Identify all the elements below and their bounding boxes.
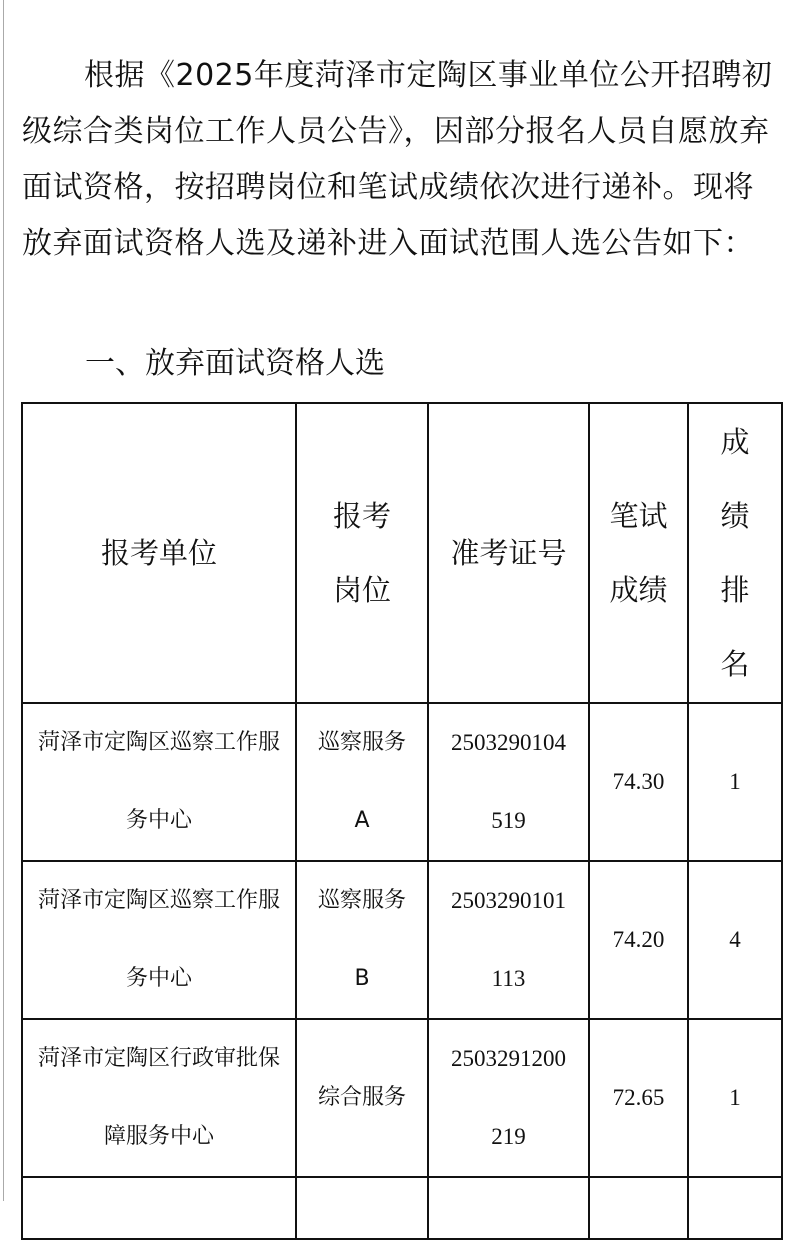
- cell-empty: [428, 1177, 589, 1239]
- cell-rank: 4: [688, 861, 782, 1019]
- cell-empty: [688, 1177, 782, 1239]
- cell-ticket: 2503290101113: [428, 861, 589, 1019]
- cell-empty: [296, 1177, 428, 1239]
- cell-position: 巡察服务B: [296, 861, 428, 1019]
- cell-empty: [589, 1177, 688, 1239]
- header-position: 报考岗位: [296, 403, 428, 703]
- cell-score: 72.65: [589, 1019, 688, 1177]
- header-score: 笔试成绩: [589, 403, 688, 703]
- cell-rank: 1: [688, 703, 782, 861]
- cell-rank: 1: [688, 1019, 782, 1177]
- cell-score: 74.30: [589, 703, 688, 861]
- section-heading: 一、放弃面试资格人选: [85, 346, 385, 381]
- header-ticket: 准考证号: [428, 403, 589, 703]
- intro-paragraph: 根据《2025年度菏泽市定陶区事业单位公开招聘初级综合类岗位工作人员公告》，因部分报名人员自愿放弃面试资格，按招聘岗位和笔试成绩依次进行递补。现将放弃面试资格人选及递补进入面试范围人选公告如下：: [22, 58, 773, 261]
- table-row-partial: [22, 1177, 782, 1239]
- table-row: [22, 861, 782, 1019]
- cell-unit: 菏泽市定陶区巡察工作服务中心: [22, 703, 296, 861]
- withdrawn-candidates-table: [21, 402, 783, 1240]
- table-row: [22, 703, 782, 861]
- header-rank: 成绩排名: [688, 403, 782, 703]
- cell-position: 巡察服务A: [296, 703, 428, 861]
- header-unit: 报考单位: [22, 403, 296, 703]
- cell-unit: 菏泽市定陶区行政审批保障服务中心: [22, 1019, 296, 1177]
- cell-ticket: 2503290104519: [428, 703, 589, 861]
- cell-unit: 菏泽市定陶区巡察工作服务中心: [22, 861, 296, 1019]
- table-row: [22, 1019, 782, 1177]
- cell-ticket: 2503291200219: [428, 1019, 589, 1177]
- page-edge: [3, 0, 4, 1201]
- cell-position: 综合服务: [296, 1019, 428, 1177]
- table-header-row: [22, 403, 782, 703]
- cell-empty: [22, 1177, 296, 1239]
- cell-score: 74.20: [589, 861, 688, 1019]
